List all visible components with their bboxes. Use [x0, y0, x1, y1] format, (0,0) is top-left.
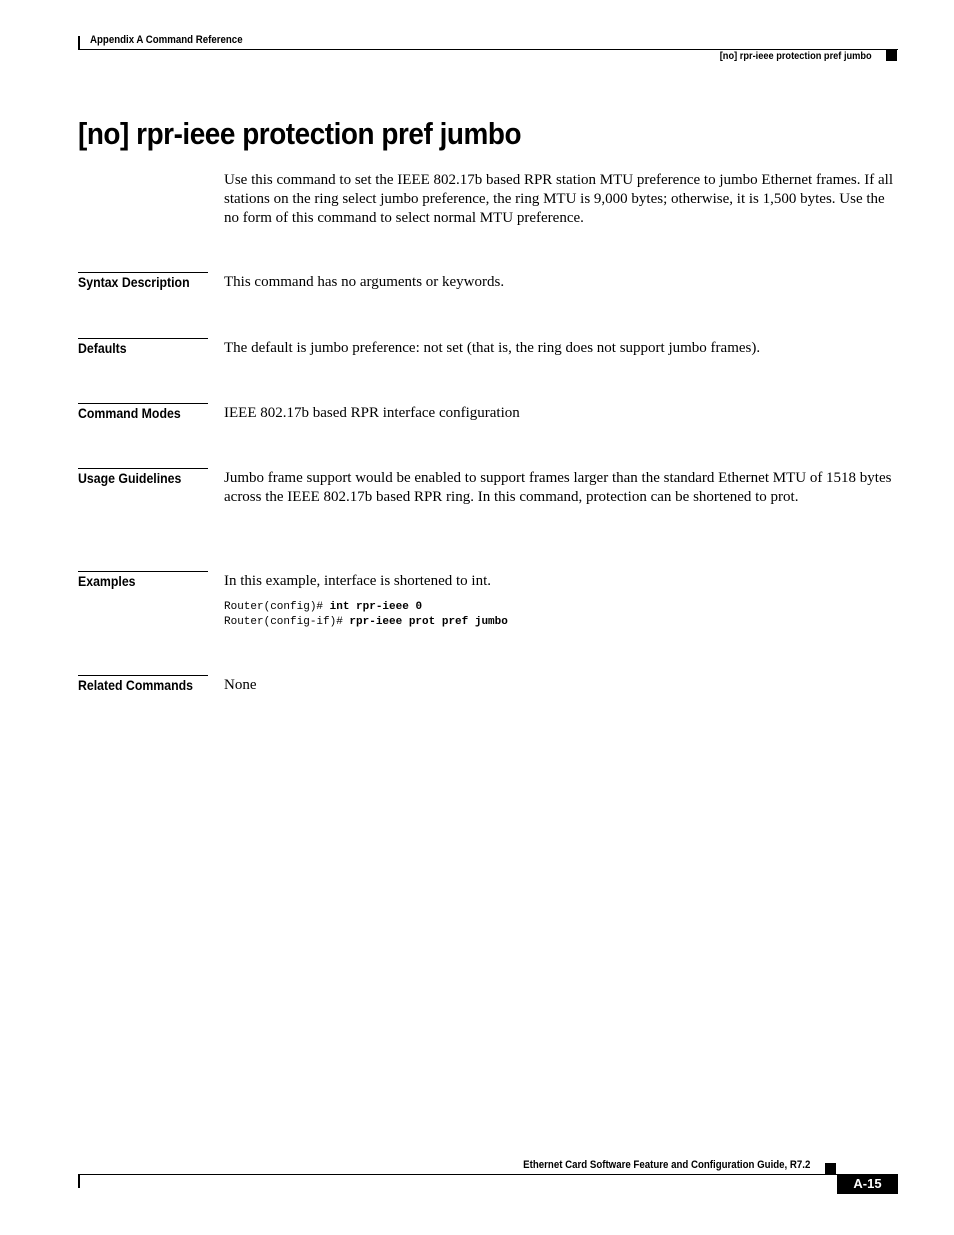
modes-rule	[78, 403, 208, 404]
footer-guide-title: Ethernet Card Software Feature and Configuration Guide, R7.2	[522, 1159, 810, 1171]
usage-rule	[78, 468, 208, 469]
examples-text: In this example, interface is shortened to int.	[224, 573, 492, 589]
syntax-label: Syntax Description	[78, 274, 190, 290]
modes-text: IEEE 802.17b based RPR interface configuration	[224, 405, 520, 421]
modes-label: Command Modes	[78, 405, 181, 421]
examples-rule	[78, 571, 208, 572]
usage-label: Usage Guidelines	[78, 470, 182, 486]
footer-rule	[78, 1174, 898, 1175]
defaults-rule	[78, 338, 208, 339]
header-chapter: Appendix A Command Reference	[90, 34, 243, 46]
examples-label: Examples	[78, 573, 136, 589]
related-label: Related Commands	[78, 677, 194, 693]
code-line-2-command: rpr-ieee prot pref jumbo	[349, 616, 508, 628]
defaults-text: The default is jumbo preference: not set (that is, the ring does not support jumbo frames).	[224, 340, 761, 356]
header-block-mark	[886, 50, 897, 61]
intro-paragraph: Use this command to set the IEEE 802.17b based RPR station MTU preference to jumbo Ethernet frames. If all stations on the ring select jumbo preference, the ring MTU is 9,000 bytes; otherwise, it is 1,500 bytes. Use the no form of this command to select normal MTU preference.	[224, 172, 894, 226]
page-number: A-15	[837, 1174, 898, 1194]
footer-tick-mark	[78, 1174, 80, 1188]
code-line-1-command: int rpr-ieee 0	[329, 601, 423, 613]
syntax-rule	[78, 272, 208, 273]
usage-text: Jumbo frame support would be enabled to support frames larger than the standard Ethernet MTU of 1518 bytes across the IEEE 802.17b based RPR ring. In this command, protection can be shortened to prot.	[224, 470, 892, 505]
code-example	[224, 600, 508, 630]
syntax-text: This command has no arguments or keywords.	[224, 274, 505, 290]
code-line-1-prompt: Router(config)#	[224, 601, 330, 613]
code-line-2-prompt: Router(config-if)#	[224, 616, 350, 628]
related-rule	[78, 675, 208, 676]
related-text: None	[224, 677, 257, 693]
defaults-label: Defaults	[78, 340, 127, 356]
page-title: [no] rpr-ieee protection pref jumbo	[78, 116, 522, 151]
header-tick-mark	[78, 36, 80, 50]
footer-block-mark	[825, 1163, 836, 1174]
header-section: [no] rpr-ieee protection pref jumbo	[720, 50, 872, 62]
